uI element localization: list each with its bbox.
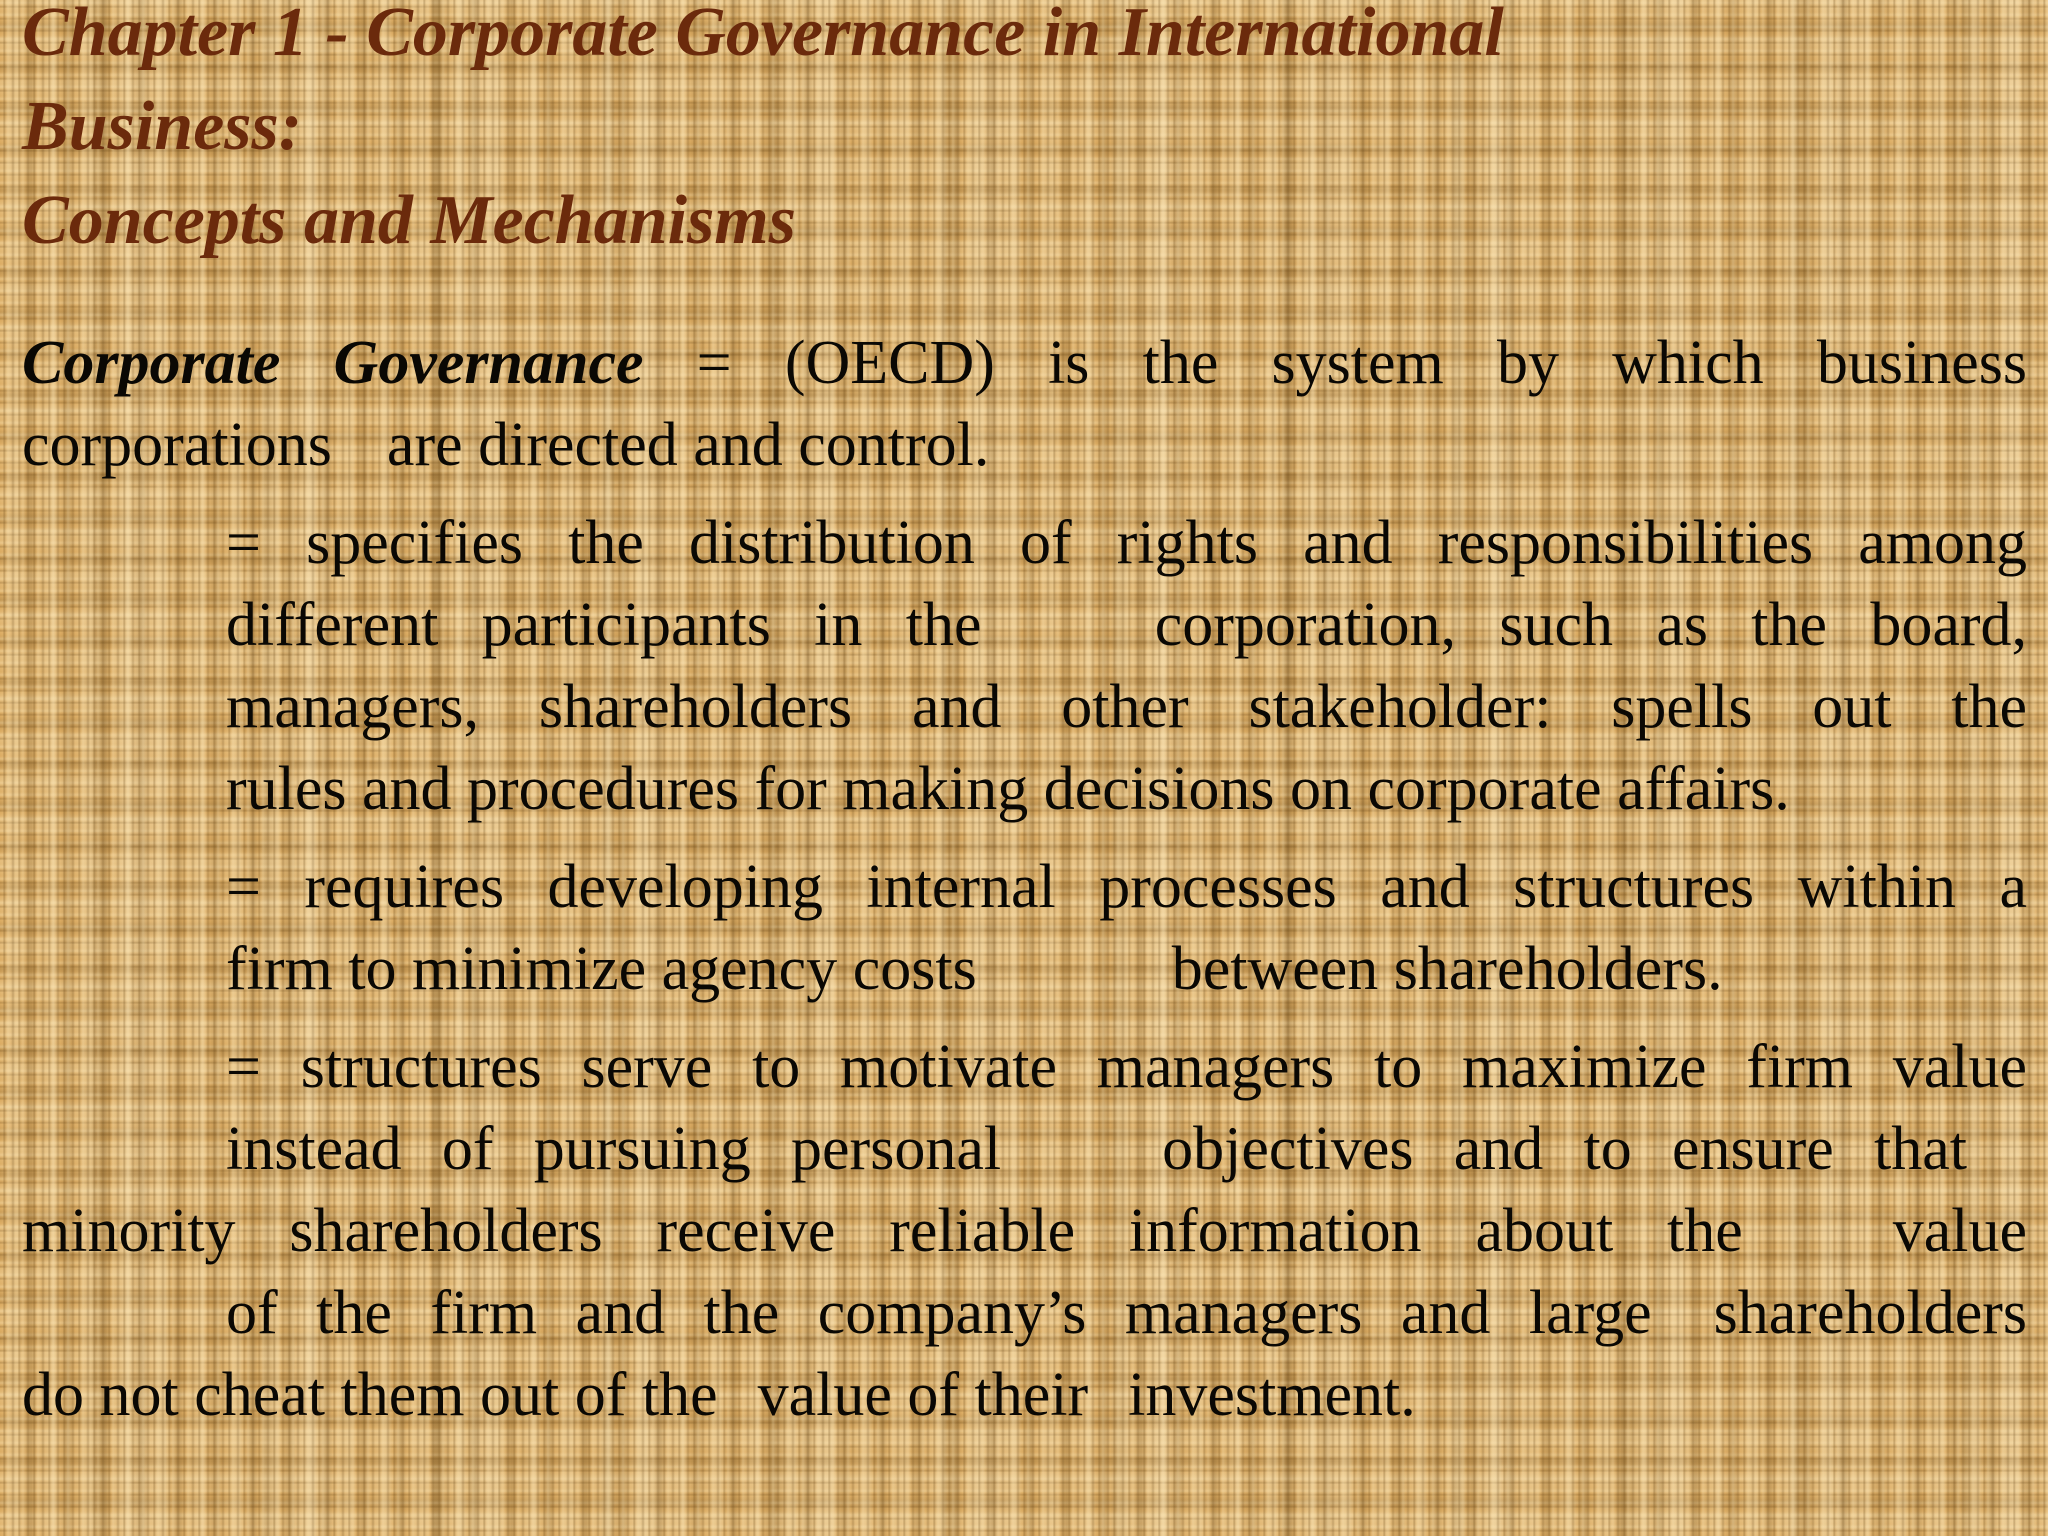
definition-term: Corporate Governance — [22, 329, 644, 397]
paragraph-motivate-managers: = structures serve to motivate managers to maximize firm value instead of pursuing personal objectives and to ensure that minority shareholders receive reliable information about the value of the firm and the company’s managers and large shareholders do not cheat them out of the value of their investment. — [22, 1033, 2027, 1429]
slide-title — [22, 0, 1922, 268]
title-line-2: Business: — [22, 88, 303, 165]
definition-line-2: corporations are directed and control. — [22, 411, 990, 479]
title-line-1: Chapter 1 - Corporate Governance in International — [22, 0, 1504, 71]
paragraph-rights-responsibilities: = specifies the distribution of rights and responsibilities among different participants in the corporation, such as the board, managers, shareholders and other stakeholder: spells out the rules and procedures for making decisions on corporate affairs. — [226, 509, 2027, 823]
paragraph-agency-costs: = requires developing internal processes and structures within a firm to minimize agency costs between shareholders. — [226, 853, 2027, 1003]
definition-text: = (OECD) is the system by which business — [696, 329, 2027, 397]
slide-body — [22, 322, 2027, 1436]
definition-line-1 — [22, 322, 2027, 404]
title-line-3: Concepts and Mechanisms — [22, 182, 796, 259]
